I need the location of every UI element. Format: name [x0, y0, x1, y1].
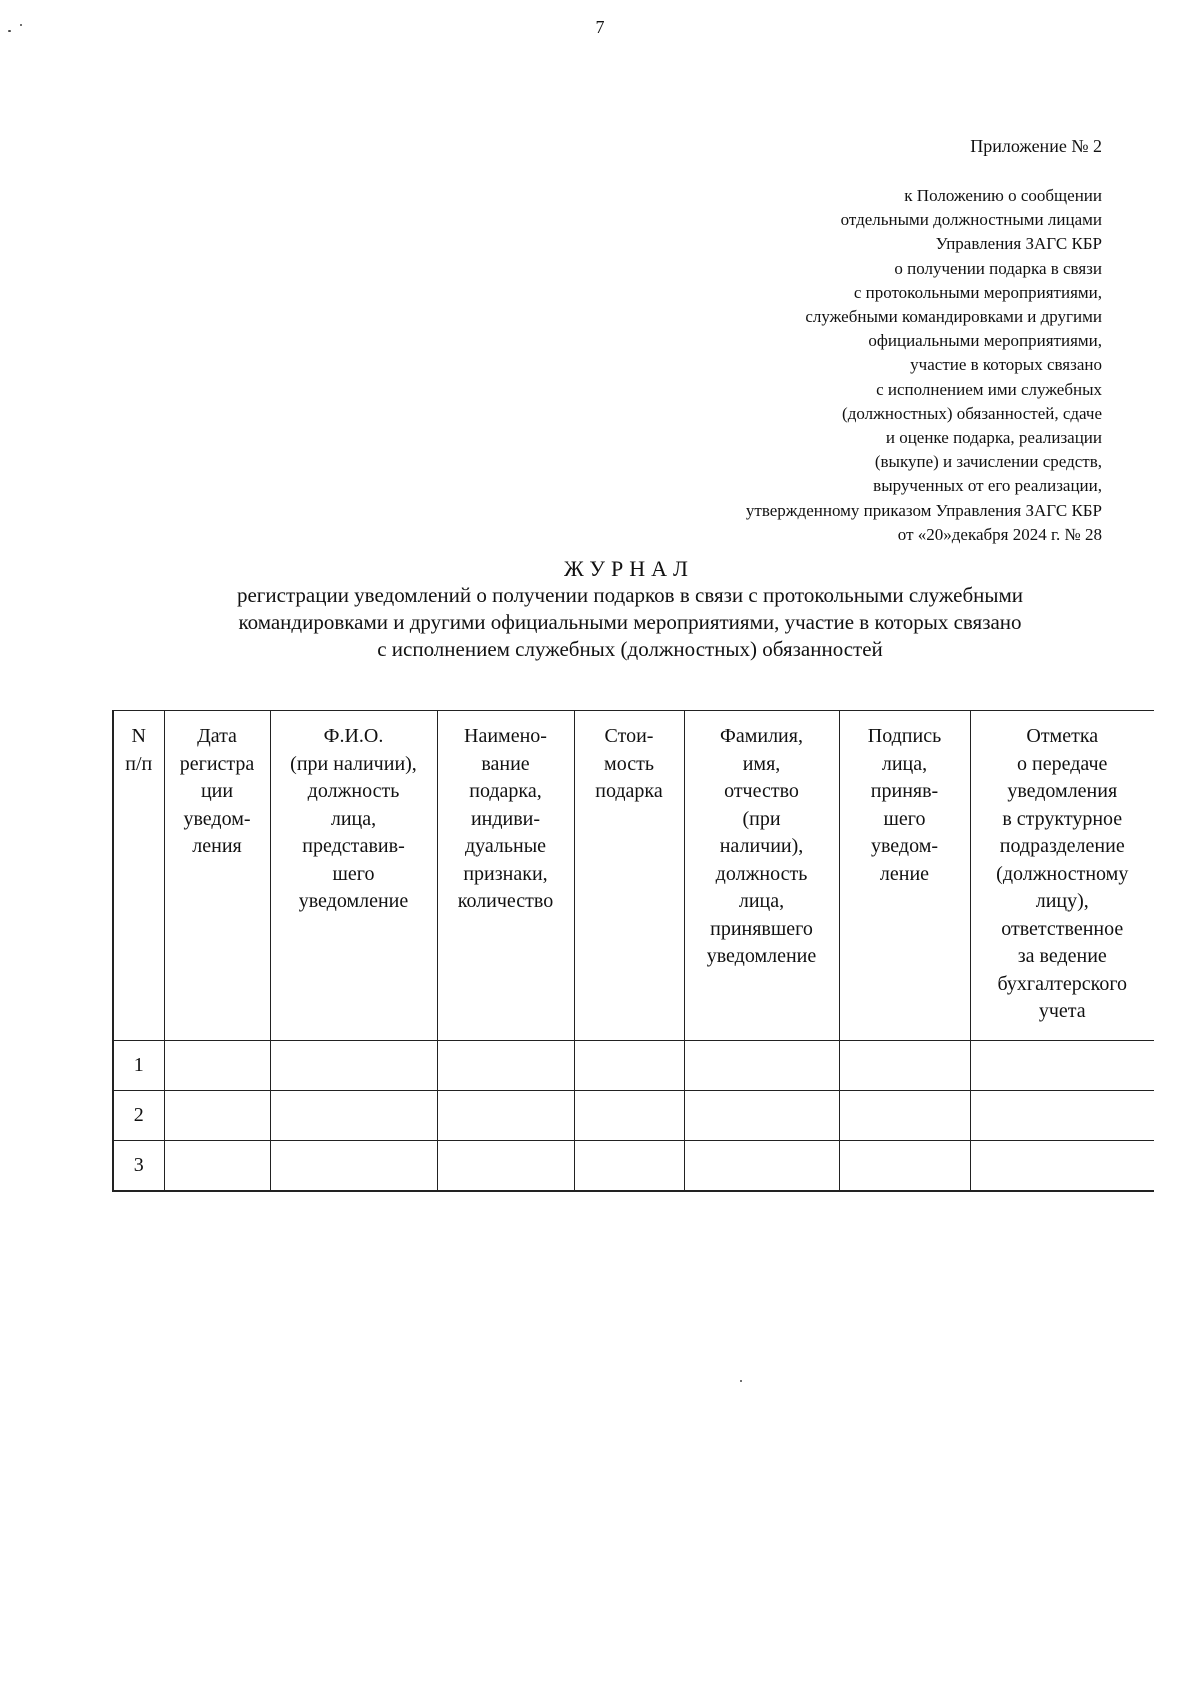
column-header: N п/п — [113, 711, 164, 1041]
table-cell — [684, 1041, 839, 1091]
table-cell — [164, 1041, 270, 1091]
table-cell — [164, 1141, 270, 1192]
table-cell — [270, 1141, 437, 1192]
table-header-row — [113, 711, 1154, 1041]
subtitle-line: регистрации уведомлений о получении подарков в связи с протокольными служебными — [236, 583, 1024, 607]
column-header: Наимено- вание подарка, индиви- дуальные признаки, количество — [437, 711, 574, 1041]
appendix-line: (должностных) обязанностей, сдаче — [842, 403, 1102, 423]
journal-heading: ЖУРНАЛ — [564, 556, 694, 581]
table-cell — [437, 1091, 574, 1141]
table-cell — [684, 1091, 839, 1141]
table-row — [113, 1141, 1154, 1192]
table-cell — [437, 1141, 574, 1192]
table-cell — [164, 1091, 270, 1141]
table-cell — [839, 1141, 970, 1192]
appendix-line: отдельными должностными лицами — [840, 210, 1102, 230]
appendix-line: и оценке подарка, реализации — [885, 428, 1102, 448]
column-header: Ф.И.О. (при наличии), должность лица, представив- шего уведомление — [270, 711, 437, 1041]
appendix-line: с исполнением ими служебных — [876, 379, 1102, 399]
table-cell — [437, 1041, 574, 1091]
appendix-line: официальными мероприятиями, — [868, 331, 1102, 351]
appendix-line: с протокольными мероприятиями, — [853, 282, 1102, 302]
subtitle-line: командировками и другими официальными мероприятиями, участие в которых связано — [238, 610, 1022, 634]
scan-speck — [740, 1380, 742, 1382]
page-number: 7 — [595, 17, 605, 37]
appendix-line: участие в которых связано — [910, 355, 1102, 375]
table-cell — [574, 1091, 684, 1141]
table-cell — [970, 1041, 1154, 1091]
subtitle-line: с исполнением служебных (должностных) обязанностей — [377, 637, 883, 661]
row-number-cell: 3 — [113, 1141, 164, 1192]
scan-speck — [8, 30, 11, 32]
appendix-line: от «20»декабря 2024 г. № 28 — [897, 524, 1102, 544]
row-number-cell: 1 — [113, 1041, 164, 1091]
table-cell — [574, 1041, 684, 1091]
column-header: Подпись лица, приняв- шего уведом- ление — [839, 711, 970, 1041]
table-cell — [684, 1141, 839, 1192]
appendix-line: Управления ЗАГС КБР — [935, 234, 1102, 254]
table-cell — [270, 1041, 437, 1091]
table-cell — [970, 1141, 1154, 1192]
appendix-line: к Положению о сообщении — [904, 186, 1102, 205]
table-row — [113, 1091, 1154, 1141]
appendix-line: вырученных от его реализации, — [873, 476, 1102, 496]
column-header: Стои- мость подарка — [574, 711, 684, 1041]
appendix-title: Приложение № 2 — [970, 136, 1102, 156]
scan-speck — [20, 24, 22, 26]
table-cell — [574, 1141, 684, 1192]
register-table — [112, 710, 1154, 1192]
row-number-cell: 2 — [113, 1091, 164, 1141]
appendix-caption — [542, 184, 1102, 547]
appendix-line: (выкупе) и зачислении средств, — [874, 452, 1102, 472]
journal-subtitle — [110, 582, 1150, 663]
column-header: Фамилия, имя, отчество (при наличии), должность лица, принявшего уведомление — [684, 711, 839, 1041]
appendix-line: утвержденному приказом Управления ЗАГС КБР — [745, 500, 1102, 520]
table-cell — [970, 1091, 1154, 1141]
column-header: Отметка о передаче уведомления в структурное подразделение (должностному лицу), ответственное за ведение бухгалтерского учета — [970, 711, 1154, 1041]
appendix-line: служебными командировками и другими — [805, 307, 1102, 327]
table-row — [113, 1041, 1154, 1091]
table-cell — [839, 1041, 970, 1091]
table-cell — [270, 1091, 437, 1141]
table-cell — [839, 1091, 970, 1141]
appendix-line: о получении подарка в связи — [894, 258, 1102, 278]
column-header: Дата регистра ции уведом- ления — [164, 711, 270, 1041]
